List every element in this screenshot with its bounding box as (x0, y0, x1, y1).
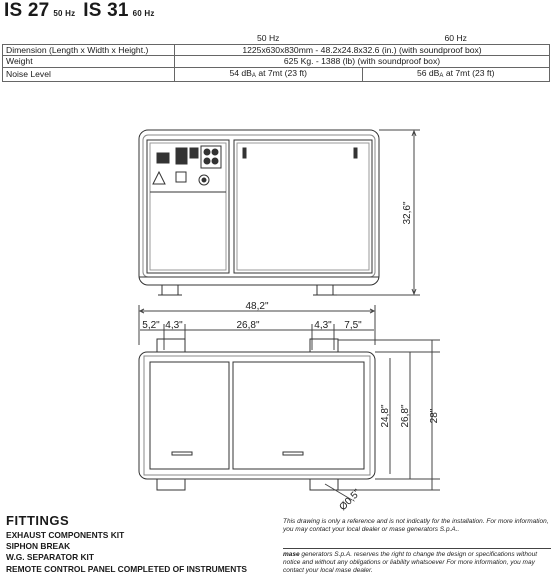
weight-value: 625 Kg. - 1388 (lb) (with soundproof box) (175, 56, 550, 68)
foot-right (317, 285, 333, 295)
noise-50hz-value: 54 dBA at 7mt (23 ft) (175, 67, 363, 82)
foot-left (162, 285, 178, 295)
mount-left-bottom (157, 479, 185, 490)
seg-3-label: 26,8" (236, 320, 260, 331)
depth-3-label: 28" (429, 408, 440, 424)
mount-right-bottom (310, 479, 338, 490)
model-50hz: IS 27 (4, 0, 50, 21)
front-view (139, 130, 379, 295)
noise-60hz-value: 56 dBA at 7mt (23 ft) (362, 67, 550, 82)
list-item: REMOTE CONTROL PANEL COMPLETED OF INSTRUMENTS (6, 563, 248, 574)
brand-name: mase (283, 551, 300, 558)
freq-60hz: 60 Hz (132, 9, 155, 18)
hole-diameter-label: Ø0,5" (337, 487, 364, 514)
door-handle (354, 148, 357, 158)
vent-slot (172, 452, 192, 455)
weight-label: Weight (3, 56, 175, 68)
seg-5-label: 7,5" (344, 320, 362, 331)
seg-1-label: 5,2" (142, 320, 160, 331)
mount-left-top (157, 339, 185, 352)
warning-icon (153, 172, 165, 184)
door-handle (243, 148, 246, 158)
list-item: EXHAUST COMPONENTS KIT (6, 530, 125, 540)
service-door (234, 140, 372, 273)
depth-2-label: 26,8" (400, 404, 411, 428)
list-item: W.G. SEPARATOR KIT (6, 552, 94, 563)
height-dim-label: 32,6" (402, 201, 413, 225)
dimension-value: 1225x630x830mm - 48.2x24.8x32.6 (in.) (with soundproof box) (175, 44, 550, 56)
list-item: SIPHON BREAK (6, 541, 71, 552)
col-50hz-header: 50 Hz (257, 33, 280, 43)
disclaimer-note: mase generators S.p.A. reserves the right to change the design or specifications without notice and without any obligations or liability whatsoever For more information, you may contact your local mase dealer. (283, 548, 551, 576)
noise-label: Noise Level (3, 67, 175, 82)
seg-2-label: 4,3" (165, 320, 183, 331)
label-icon (176, 172, 186, 182)
reference-note: This drawing is only a reference and is not indicatly for the installation. For more information, you may contact your local dealer or mase generators S.p.A.. (283, 518, 549, 534)
seg-4-label: 4,3" (314, 320, 332, 331)
col-60hz-header: 60 Hz (444, 33, 467, 43)
total-length-label: 48,2" (245, 301, 269, 312)
instrument-panel-icon (201, 146, 221, 168)
front-view-outline (139, 130, 379, 285)
freq-50hz: 50 Hz (53, 9, 76, 18)
fittings-title: FITTINGS (6, 513, 70, 528)
dimension-label: Dimension (Length x Width x Height.) (3, 44, 175, 56)
switch-icon (190, 148, 198, 158)
breaker-icon (176, 148, 187, 164)
top-view (139, 339, 375, 490)
control-panel-icon (157, 153, 169, 163)
fittings-list (6, 530, 247, 575)
vent-slot (283, 452, 303, 455)
depth-1-label: 24,8" (380, 404, 391, 428)
top-view-outline (139, 352, 375, 479)
model-60hz: IS 31 (83, 0, 129, 21)
